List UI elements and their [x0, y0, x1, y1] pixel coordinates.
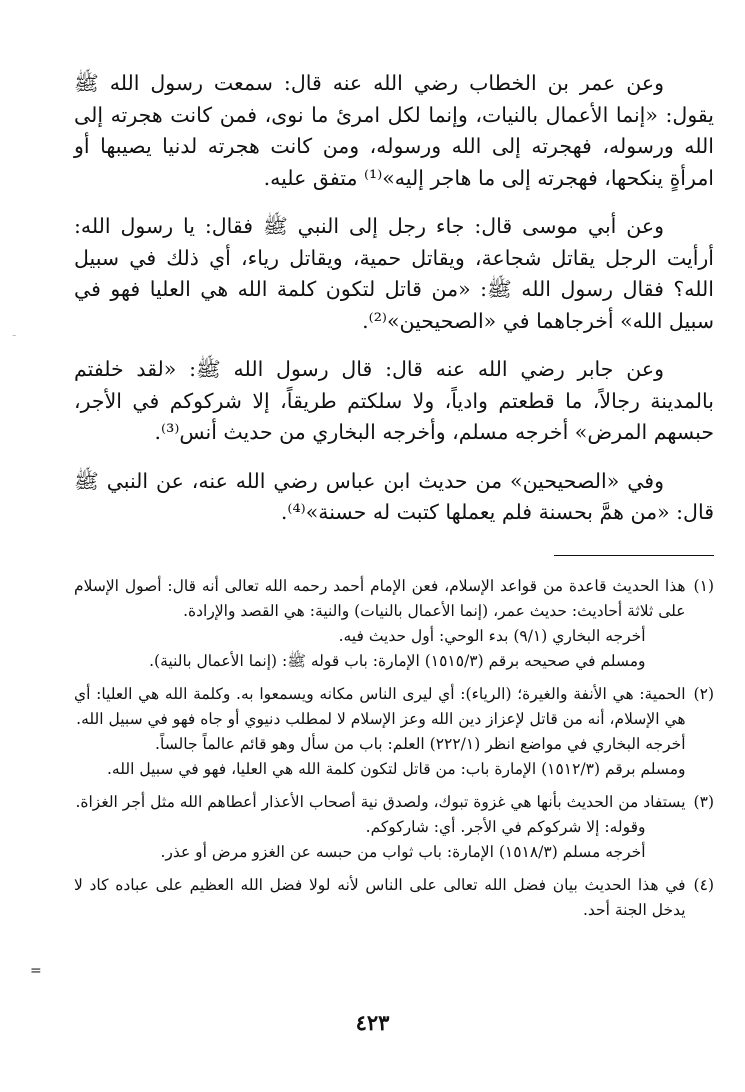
footnote-line: أخرجه مسلم (١٥١٨/٣) الإمارة: باب ثواب من حبسه عن الغزو مرض أو عذر.: [160, 842, 646, 861]
footnote-line: ومسلم برقم (١٥١٢/٣) الإمارة باب: من قاتل لتكون كلمة الله هي العليا، فهو في سبيل الله.: [107, 759, 686, 778]
footnote-line: يستفاد من الحديث بأنها هي غزوة تبوك، ولصدق نية أصحاب الأعذار أعطاهم الله مثل أجر الغزاة.: [75, 792, 686, 811]
footnote-line: ومسلم في صحيحه برقم (١٥١٥/٣) الإمارة: باب قوله ﷺ: (إنما الأعمال بالنية).: [149, 651, 646, 670]
footnote-line: أخرجه البخاري في مواضع انظر (٢٢٢/١) العلم: باب من سأل وهو قائم عالماً جالساً.: [155, 734, 686, 753]
paragraph-jabir-hadith: وعن جابر رضي الله عنه قال: قال رسول الله ﷺ: «لقد خلفتم بالمدينة رجالاً، ما قطعتم وادياً، ولا سلكتم طريقاً، إلا شركوكم في الأجر، حبسهم المرض» أخرجه مسلم، وأخرجه البخاري من حديث أنس⁽³⁾.: [74, 357, 714, 444]
footnote-3: [74, 790, 714, 865]
footnote-line: هذا الحديث قاعدة من قواعد الإسلام، فعن الإمام أحمد رحمه الله تعالى أنه قال: أصول الإسلام على ثلاثة أحاديث: حديث عمر، (إنما الأعمال بالنيات) والنية: هي القصد والإرادة.: [74, 576, 686, 620]
footnote-line: وقوله: إلا شركوكم في الأجر. أي: شاركوكم.: [365, 817, 646, 836]
footnote-line: الحمية: هي الأنفة والغيرة؛ (الرياء): أي ليرى الناس مكانه ويسمعوا به. وكلمة الله هي العليا: أي هي الإسلام، أنه من قاتل لإعزاز دين الله وعز الإسلام لا لمطلب دنيوي أو جاه فهو في سبيل الله.: [74, 684, 686, 728]
paragraph-ibn-abbas-hadith: وفي «الصحيحين» من حديث ابن عباس رضي الله عنه، عن النبي ﷺ قال: «من همَّ بحسنة فلم يعملها كتبت له حسنة»⁽⁴⁾.: [74, 468, 714, 524]
footnote-number: (٣): [693, 792, 714, 811]
footnote-line: في هذا الحديث بيان فضل الله تعالى على الناس لأنه لولا فضل الله العظيم على عباده كاد لا يدخل الجنة أحد.: [74, 875, 686, 919]
page-number: ٤٢٣: [355, 1010, 390, 1035]
paragraph-umar-hadith: وعن عمر بن الخطاب رضي الله عنه قال: سمعت رسول الله ﷺ يقول: «إنما الأعمال بالنيات، وإنما لكل امرئ ما نوى، فمن كانت هجرته إلى الله ورسوله، فهجرته إلى الله ورسوله، ومن كانت هجرته لدنيا يصيبها أو امرأةٍ ينكحها، فهجرته إلى ما هاجر إليه»⁽¹⁾ متفق عليه.: [74, 71, 714, 190]
footnote-number: (٢): [693, 684, 714, 703]
footnote-line: أخرجه البخاري (٩/١) بدء الوحي: أول حديث فيه.: [338, 626, 646, 645]
margin-mark: =: [30, 963, 42, 979]
paragraph-abu-musa-hadith: وعن أبي موسى قال: جاء رجل إلى النبي ﷺ فقال: يا رسول الله: أرأيت الرجل يقاتل شجاعة، ويقاتل حمية، ويقاتل رياء، أي ذلك في سبيل الله؟ فقال رسول الله ﷺ: «من قاتل لتكون كلمة الله هي العليا فهو في سبيل الله» أخرجاهما في «الصحيحين»⁽²⁾.: [74, 214, 714, 333]
footnote-number: (١): [693, 576, 714, 595]
page-content: [74, 68, 714, 931]
footnote-number: (٤): [693, 875, 714, 894]
footnote-2: [74, 682, 714, 782]
footnote-1: [74, 574, 714, 674]
margin-mark: -: [12, 328, 17, 342]
footnote-divider: [554, 555, 714, 556]
footnote-4: [74, 873, 714, 923]
